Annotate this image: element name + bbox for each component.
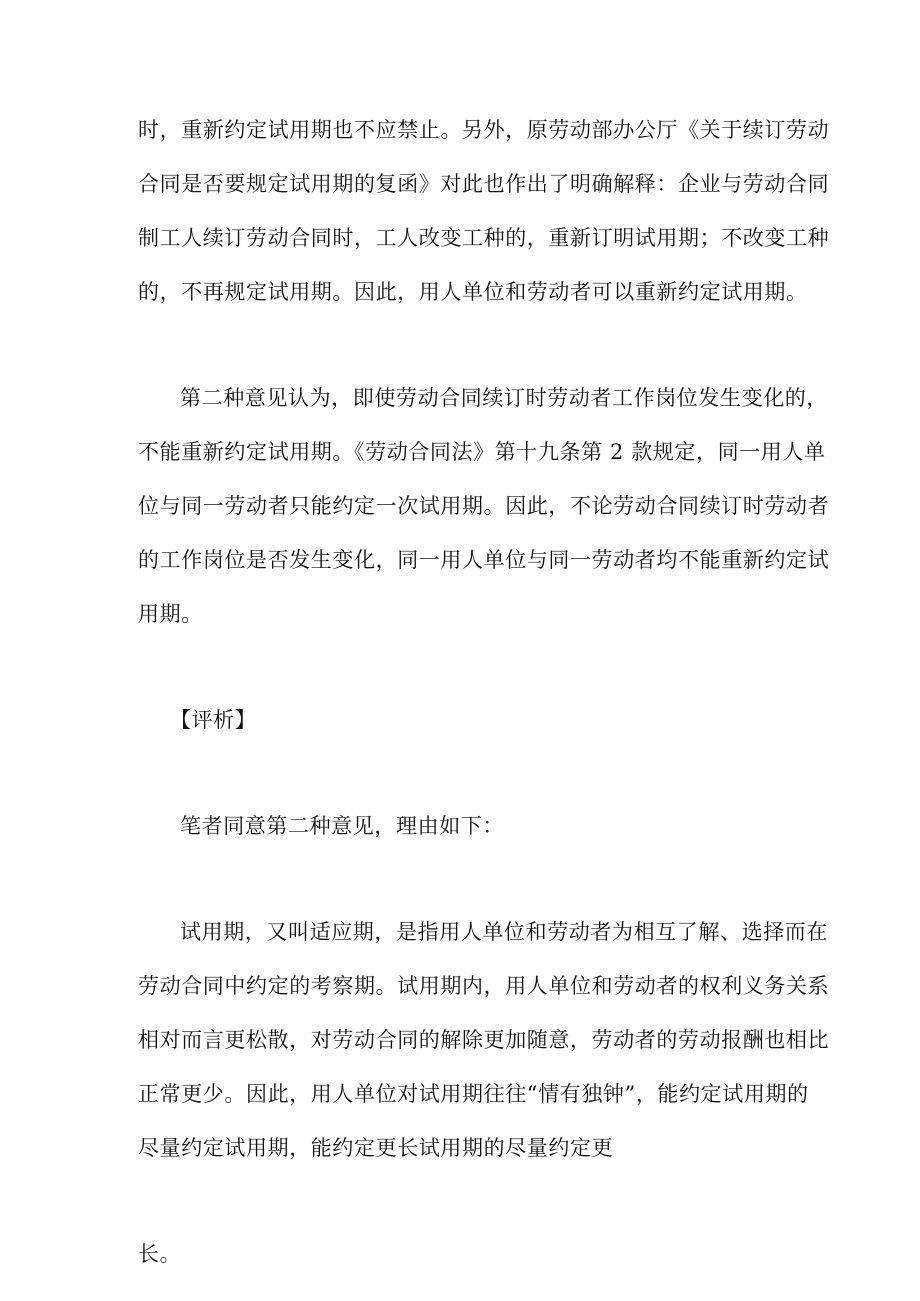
- text-line: 第二种意见认为，即使劳动合同续订时劳动者工作岗位发生变化的，: [180, 386, 828, 410]
- text-line: 合同是否要规定试用期的复函》对此也作出了明确解释：企业与劳动合同: [138, 172, 830, 196]
- text-line: 的工作岗位是否发生变化，同一用人单位与同一劳动者均不能重新约定试: [138, 548, 830, 572]
- section-heading: 【评析】: [170, 708, 257, 732]
- text-line: 相对而言更松散，对劳动合同的解除更加随意，劳动者的劳动报酬也相比: [138, 1028, 830, 1052]
- text-line: 不能重新约定试用期。《劳动合同法》第十九条第 2 款规定，同一用人单: [138, 440, 826, 464]
- text-line: 时，重新约定试用期也不应禁止。另外，原劳动部办公厅《关于续订劳动: [138, 118, 830, 142]
- text-line: 尽量约定试用期，能约定更长试用期的尽量约定更: [138, 1136, 614, 1160]
- text-line: 制工人续订劳动合同时，工人改变工种的，重新订明试用期；不改变工种: [138, 226, 830, 250]
- text-line: 笔者同意第二种意见，理由如下：: [180, 814, 504, 838]
- text-line: 的，不再规定试用期。因此，用人单位和劳动者可以重新约定试用期。: [138, 280, 808, 304]
- text-line: 正常更少。因此，用人单位对试用期往往“情有独钟”，能约定试用期的: [138, 1082, 809, 1106]
- text-line: 用期。: [138, 602, 203, 626]
- text-line: 位与同一劳动者只能约定一次试用期。因此，不论劳动合同续订时劳动者: [138, 494, 830, 518]
- text-line: 长。: [138, 1242, 182, 1266]
- text-line: 试用期，又叫适应期，是指用人单位和劳动者为相互了解、选择而在: [180, 920, 828, 944]
- text-line: 劳动合同中约定的考察期。试用期内，用人单位和劳动者的权利义务关系: [138, 974, 830, 998]
